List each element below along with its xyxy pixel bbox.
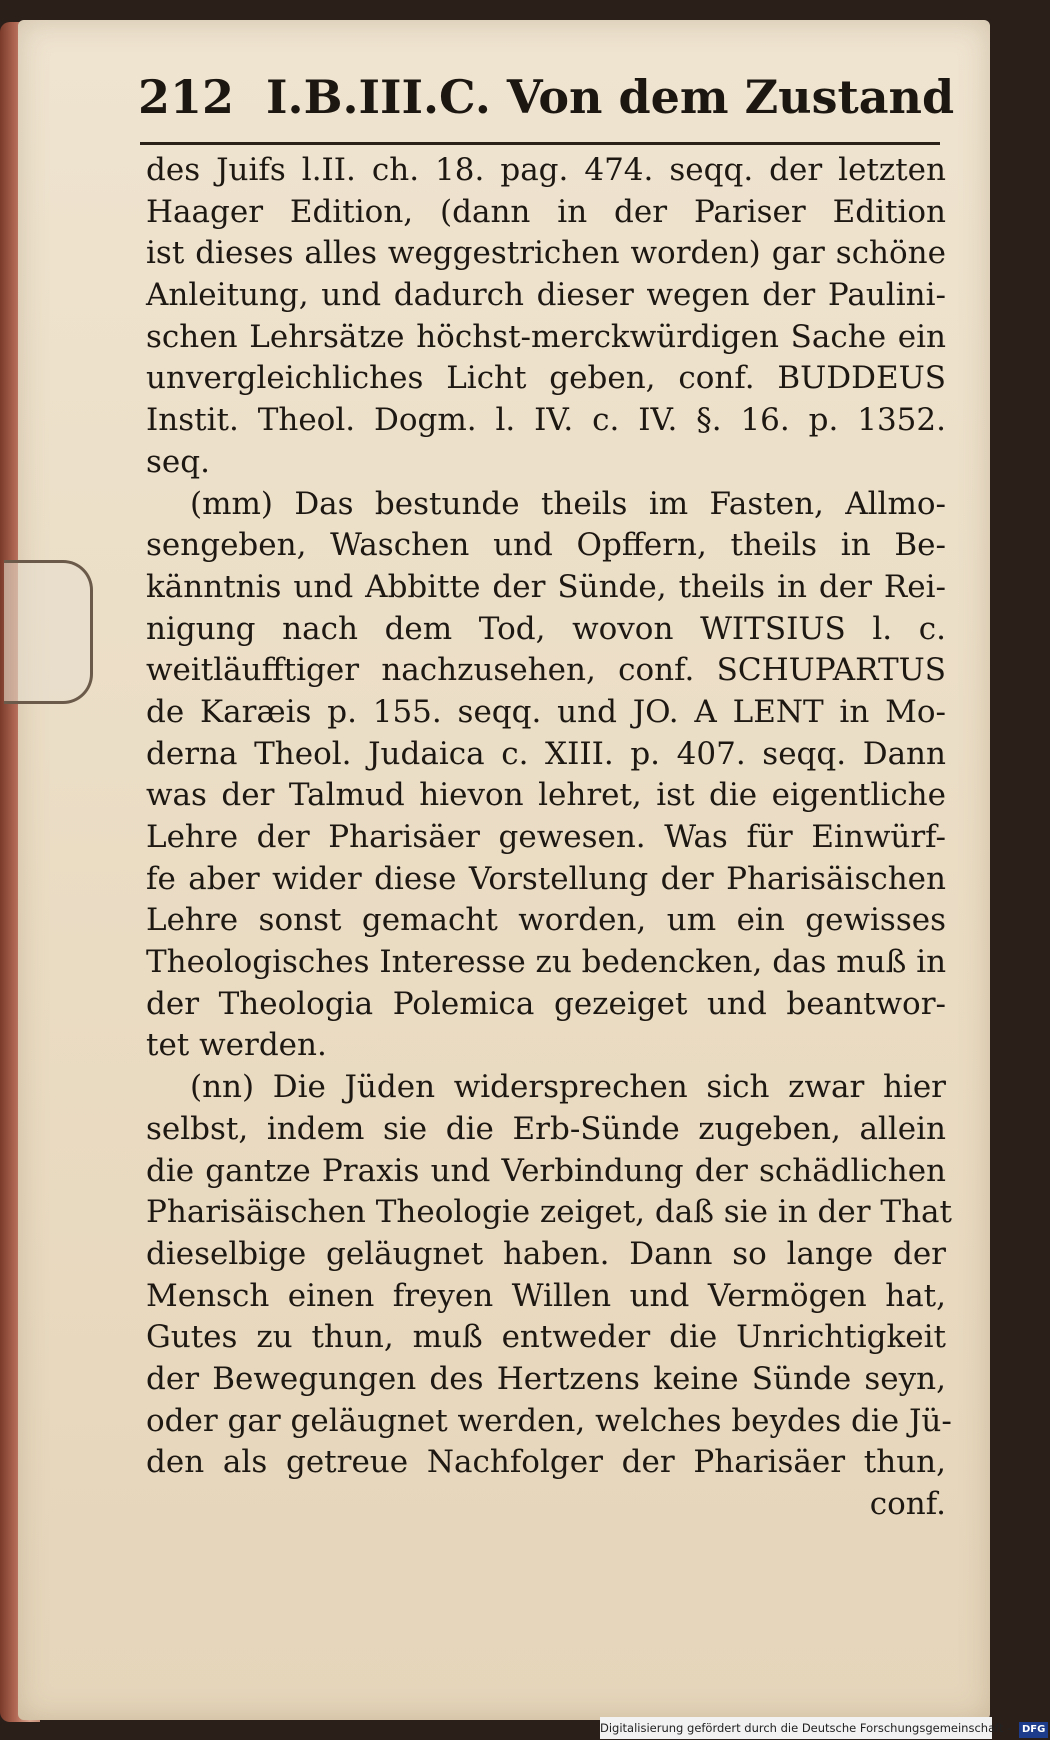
text-line: tet werden.	[146, 1027, 327, 1064]
running-title: I.B.III.C. Von dem Zustand	[266, 70, 955, 124]
text-line: dieselbige geläugnet haben. Dann so lange der	[146, 1235, 946, 1272]
text-line: Mensch einen freyen Willen und Vermögen hat,	[146, 1277, 946, 1314]
text-line: fe aber wider diese Vorstellung der Pharisäischen	[146, 860, 946, 897]
text-line: selbst, indem sie die Erb-Sünde zugeben, allein	[146, 1110, 946, 1147]
catchword: conf.	[869, 1486, 946, 1522]
footer-credit: Digitalisierung gefördert durch die Deutsche Forschungsgemeinschaft -	[600, 1721, 1012, 1735]
text-line: (mm) Das bestunde theils im Fasten, Allmo-	[190, 485, 946, 522]
text-line: känntnis und Abbitte der Sünde, theils in der Rei-	[146, 568, 946, 605]
text-line: sengeben, Waschen und Opffern, theils in Be-	[146, 527, 946, 564]
text-line: Pharisäischen Theologie zeiget, daß sie in der That	[146, 1194, 952, 1231]
text-line: Lehre sonst gemacht worden, um ein gewisses	[146, 902, 946, 939]
text-line: Haager Edition, (dann in der Pariser Edition	[146, 193, 946, 230]
text-line: unvergleichliches Licht geben, conf. BUDDEUS	[146, 360, 946, 397]
text-line: schen Lehrsätze höchst-merckwürdigen Sache ein	[146, 318, 946, 355]
text-line: weitläufftiger nachzusehen, conf. SCHUPARTUS	[146, 652, 946, 689]
text-line: de Karæis p. 155. seqq. und JO. A LENT in Mo-	[146, 693, 946, 730]
text-line: ist dieses alles weggestrichen worden) gar schöne	[146, 235, 946, 272]
running-head	[138, 70, 955, 140]
text-line: seq.	[146, 443, 210, 480]
text-line: Anleitung, und dadurch dieser wegen der Paulini-	[146, 277, 946, 314]
text-block	[146, 150, 952, 1550]
header-rule	[140, 142, 940, 145]
text-line: die gantze Praxis und Verbindung der schädlichen	[146, 1152, 946, 1189]
bookmark-clip	[4, 560, 93, 704]
dfg-logo: DFG	[1019, 1722, 1048, 1738]
text-line: nigung nach dem Tod, wovon WITSIUS l. c.	[146, 610, 946, 647]
text-line: der Theologia Polemica gezeiget und beantwor-	[146, 985, 946, 1022]
text-line: (nn) Die Jüden widersprechen sich zwar hier	[190, 1069, 946, 1106]
text-line: den als getreue Nachfolger der Pharisäer thun,	[146, 1444, 946, 1481]
text-line: der Bewegungen des Hertzens keine Sünde seyn,	[146, 1360, 946, 1397]
page-number: 212	[138, 70, 235, 124]
text-line: derna Theol. Judaica c. XIII. p. 407. seqq. Dann	[146, 735, 946, 772]
text-line: oder gar geläugnet werden, welches beydes die Jü-	[146, 1402, 952, 1439]
text-line: Gutes zu thun, muß entweder die Unrichtigkeit	[146, 1319, 946, 1356]
text-line: was der Talmud hievon lehret, ist die eigentliche	[146, 777, 946, 814]
text-line: des Juifs l.II. ch. 18. pag. 474. seqq. der letzten	[146, 152, 946, 188]
text-line: Lehre der Pharisäer gewesen. Was für Einwürf-	[146, 819, 946, 855]
digitization-footer	[600, 1717, 1046, 1739]
text-line: Instit. Theol. Dogm. l. IV. c. IV. §. 16. p. 1352.	[146, 402, 946, 439]
text-line: Theologisches Interesse zu bedencken, das muß in	[146, 944, 947, 981]
